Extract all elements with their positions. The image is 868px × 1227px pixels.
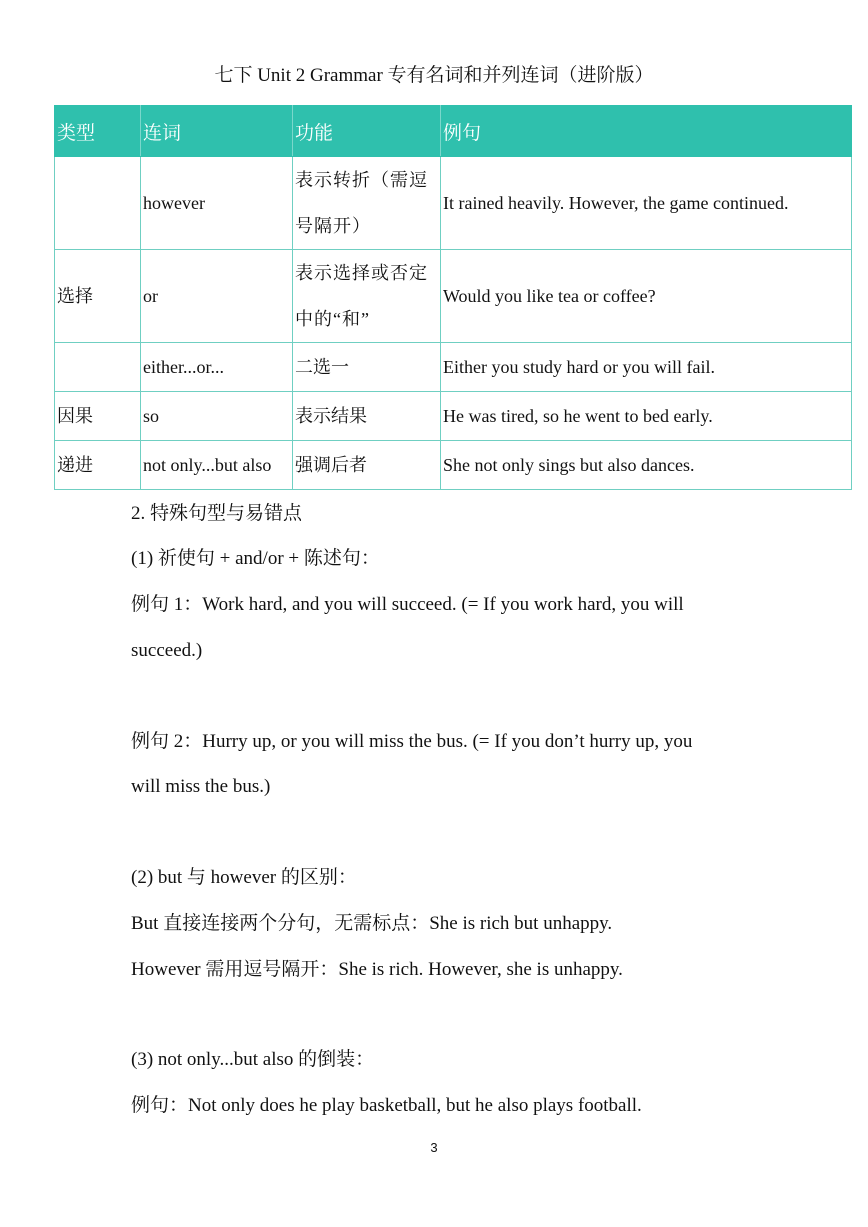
example-line: 例句：Not only does he play basketball, but he also plays football. xyxy=(131,1095,642,1116)
header-example: 例句 xyxy=(441,106,852,157)
cell-type xyxy=(55,157,141,250)
cell-type: 因果 xyxy=(55,392,141,441)
page-title: 七下 Unit 2 Grammar 专有名词和并列连词（进阶版） xyxy=(214,65,654,86)
table-row xyxy=(55,250,852,343)
cell-conjunction: so xyxy=(141,392,293,441)
body-line: However 需用逗号隔开：She is rich. However, she is unhappy. xyxy=(131,959,623,980)
example-line: will miss the bus.) xyxy=(131,776,271,797)
header-type: 类型 xyxy=(55,106,141,157)
example-line: 例句 2：Hurry up, or you will miss the bus. (= If you don’t hurry up, you xyxy=(131,731,693,752)
cell-example: He was tired, so he went to bed early. xyxy=(441,392,852,441)
cell-type xyxy=(55,343,141,392)
cell-example: She not only sings but also dances. xyxy=(441,441,852,490)
conjunction-table xyxy=(54,105,852,490)
cell-conjunction: either...or... xyxy=(141,343,293,392)
cell-example: It rained heavily. However, the game continued. xyxy=(441,157,852,250)
cell-function: 二选一 xyxy=(293,343,441,392)
cell-example: Would you like tea or coffee? xyxy=(441,250,852,343)
cell-function: 表示选择或否定中的“和” xyxy=(293,250,441,343)
section-heading: 2. 特殊句型与易错点 xyxy=(131,503,303,524)
cell-conjunction: not only...but also xyxy=(141,441,293,490)
cell-conjunction: or xyxy=(141,250,293,343)
body-line: But 直接连接两个分句，无需标点：She is rich but unhappy. xyxy=(131,913,613,934)
example-line: succeed.) xyxy=(131,640,203,661)
header-function: 功能 xyxy=(293,106,441,157)
cell-type: 选择 xyxy=(55,250,141,343)
page-number: 3 xyxy=(430,1140,438,1155)
example-line: 例句 1：Work hard, and you will succeed. (= If you work hard, you will xyxy=(131,594,684,615)
cell-function: 表示结果 xyxy=(293,392,441,441)
cell-function: 表示转折（需逗号隔开） xyxy=(293,157,441,250)
cell-conjunction: however xyxy=(141,157,293,250)
table-row xyxy=(55,157,852,250)
table-header-row xyxy=(55,106,852,157)
cell-function: 强调后者 xyxy=(293,441,441,490)
subsection-heading: (2) but 与 however 的区别： xyxy=(131,867,357,888)
subsection-heading: (3) not only...but also 的倒装： xyxy=(131,1049,375,1070)
header-conjunction: 连词 xyxy=(141,106,293,157)
table-row xyxy=(55,343,852,392)
subsection-heading: (1) 祈使句 + and/or + 陈述句： xyxy=(131,548,380,569)
table-row xyxy=(55,441,852,490)
cell-example: Either you study hard or you will fail. xyxy=(441,343,852,392)
table-row xyxy=(55,392,852,441)
cell-type: 递进 xyxy=(55,441,141,490)
